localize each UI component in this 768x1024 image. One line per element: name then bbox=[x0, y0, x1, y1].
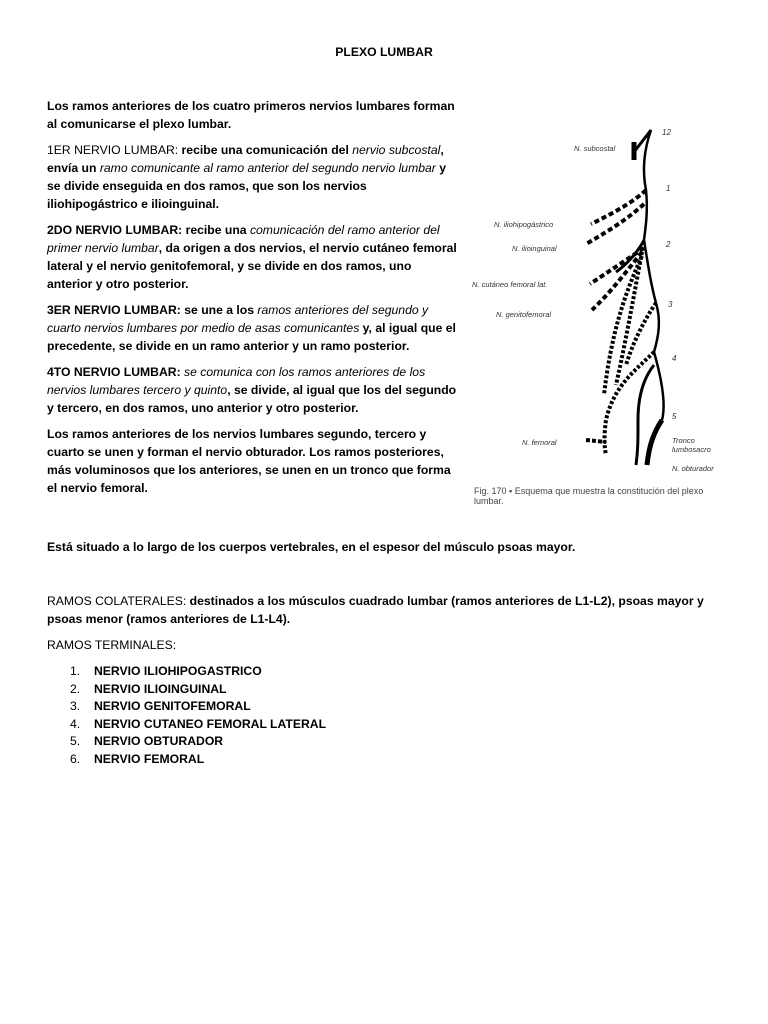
nerve-l3-text-1: se une a los bbox=[180, 303, 258, 317]
label-obturador: N. obturador bbox=[672, 464, 714, 473]
spine-trunk-mid bbox=[644, 240, 656, 303]
list-item-label: NERVIO ILIOHIPOGASTRICO bbox=[94, 664, 262, 678]
nerve-l2-text-1: recibe una bbox=[182, 223, 250, 237]
list-item-number: 2. bbox=[70, 681, 81, 696]
lumbar-plexus-figure bbox=[466, 120, 714, 520]
figure-caption: Fig. 170 ▪ Esquema que muestra la constitución del plexo lumbar. bbox=[474, 486, 704, 506]
figure-number-12: 12 bbox=[662, 128, 671, 137]
list-item-number: 5. bbox=[70, 734, 81, 749]
figure-number-4: 4 bbox=[672, 354, 677, 363]
nerve-l1-paragraph bbox=[47, 141, 457, 213]
nerve-l1-italic-1: nervio subcostal bbox=[352, 143, 441, 157]
nerve-l1-text-3: y se divide enseguida en dos ramos, que son los nervios iliohipogástrico e ilioinguinal. bbox=[47, 161, 447, 211]
nerve-l2-text-2: , da origen a dos nervios, el nervio cutáneo femoral lateral y el nervio genitofemoral bbox=[47, 241, 457, 273]
nerve-l2-heading: 2DO NERVIO LUMBAR: bbox=[47, 223, 183, 237]
label-femoral: N. femoral bbox=[522, 438, 557, 447]
figure-number-5: 5 bbox=[672, 412, 677, 421]
femoral-trunk bbox=[605, 352, 655, 455]
nerve-l4-text-2: , se divide, al igual que los del segundo y tercero, en dos ramos, uno anterior y otro posterior. bbox=[47, 383, 457, 415]
list-item-label: NERVIO GENITOFEMORAL bbox=[94, 699, 251, 714]
intro-paragraph bbox=[47, 97, 457, 133]
label-iliohipogastrico: N. iliohipogástrico bbox=[494, 220, 554, 229]
figure-number-2: 2 bbox=[666, 240, 671, 249]
nerve-l3-text-2: y, al igual que el precedente, se divide en un ramo anterior y un ramo posterior. bbox=[47, 321, 456, 353]
ramos-colaterales-text: destinados a los músculos cuadrado lumbar (ramos anteriores de L1-L2), psoas mayor y psoas menor (ramos anteriores de L1-L4). bbox=[47, 594, 704, 626]
nerve-l4-heading: 4TO NERVIO LUMBAR: bbox=[47, 365, 181, 379]
intro-column bbox=[47, 97, 457, 505]
list-item bbox=[70, 681, 470, 699]
list-item-number: 3. bbox=[70, 699, 81, 714]
label-cutaneo: N. cutáneo femoral lat. bbox=[472, 280, 548, 289]
ilioinguinal-branch bbox=[586, 204, 644, 244]
ramos-colaterales-heading: RAMOS COLATERALES: bbox=[47, 594, 187, 608]
label-ilioinguinal: N. ilioinguinal bbox=[512, 244, 557, 253]
nerve-l4-italic-1: se comunica con los ramos anteriores de los nervios lumbares tercero y quinto bbox=[47, 365, 426, 397]
intro-text: Los ramos anteriores de los cuatro primeros nervios lumbares forman al comunicarse el plexo lumbar. bbox=[47, 99, 455, 131]
nerve-l1-heading: 1ER NERVIO LUMBAR: bbox=[47, 143, 179, 157]
figure-number-1: 1 bbox=[666, 184, 671, 193]
l4-root bbox=[654, 352, 664, 420]
iliohypogastric-branch bbox=[591, 190, 646, 224]
nerve-l1-text-2: , envía un bbox=[47, 143, 444, 175]
nerve-l2-paragraph bbox=[47, 221, 457, 293]
nerve-l2-italic-1: comunicación del ramo anterior del primer nervio lumbar bbox=[47, 223, 440, 255]
nerve-l3-italic-1: ramos anteriores del segundo y cuarto nervios lumbares por medio de asas comunicantes bbox=[47, 303, 429, 335]
list-item bbox=[70, 716, 470, 734]
list-item-label: NERVIO CUTANEO FEMORAL LATERAL bbox=[94, 716, 327, 731]
label-subcostal: N. subcostal bbox=[574, 144, 616, 153]
list-item-number: 6. bbox=[70, 751, 81, 766]
list-item-label: NERVIO FEMORAL bbox=[94, 751, 205, 766]
spine-trunk-upper bbox=[644, 130, 651, 240]
list-item-number: 1. bbox=[70, 664, 81, 678]
list-item bbox=[70, 698, 470, 716]
obturator-femoral-paragraph bbox=[47, 425, 457, 497]
label-genitofemoral: N. genitofemoral bbox=[496, 310, 552, 319]
location-text bbox=[47, 538, 737, 556]
nerve-l3-heading: 3ER NERVIO LUMBAR: bbox=[47, 303, 181, 317]
ramos-colaterales bbox=[47, 592, 737, 628]
spine-trunk-lower bbox=[654, 303, 659, 352]
list-item-number: 4. bbox=[70, 716, 81, 731]
nerve-l2-text-3: , y se divide en dos ramos, uno anterior y otro posterior. bbox=[47, 259, 412, 291]
location-text-content: Está situado a lo largo de los cuerpos vertebrales, en el espesor del músculo psoas mayor. bbox=[47, 540, 576, 554]
list-item-label: NERVIO ILIOINGUINAL bbox=[94, 681, 227, 696]
list-item-label: NERVIO OBTURADOR bbox=[94, 734, 224, 749]
list-item bbox=[70, 663, 470, 681]
lumbosacral-trunk bbox=[647, 420, 662, 465]
nerve-l3-paragraph bbox=[47, 301, 457, 355]
obturator-femoral-text: Los ramos anteriores de los nervios lumbares segundo, tercero y cuarto se unen y forman el nervio obturador. Los ramos posteriores, más voluminosos que los anteriores, se unen en un tronco que forma el nervio femoral. bbox=[47, 427, 451, 495]
page-title: PLEXO LUMBAR bbox=[335, 45, 433, 59]
nerve-l1-text-1: recibe una comunicación del bbox=[178, 143, 353, 157]
list-item bbox=[70, 751, 470, 769]
nerve-l1-italic-2: ramo comunicante al ramo anterior del segundo nervio lumbar bbox=[99, 161, 436, 175]
list-item bbox=[70, 733, 470, 751]
figure-number-3: 3 bbox=[668, 300, 673, 309]
nerve-l4-paragraph bbox=[47, 363, 457, 417]
label-tronco: Tronco lumbosacro bbox=[672, 436, 711, 454]
ramos-terminales-heading: RAMOS TERMINALES: bbox=[47, 638, 177, 652]
ramos-terminales-list bbox=[70, 663, 470, 769]
